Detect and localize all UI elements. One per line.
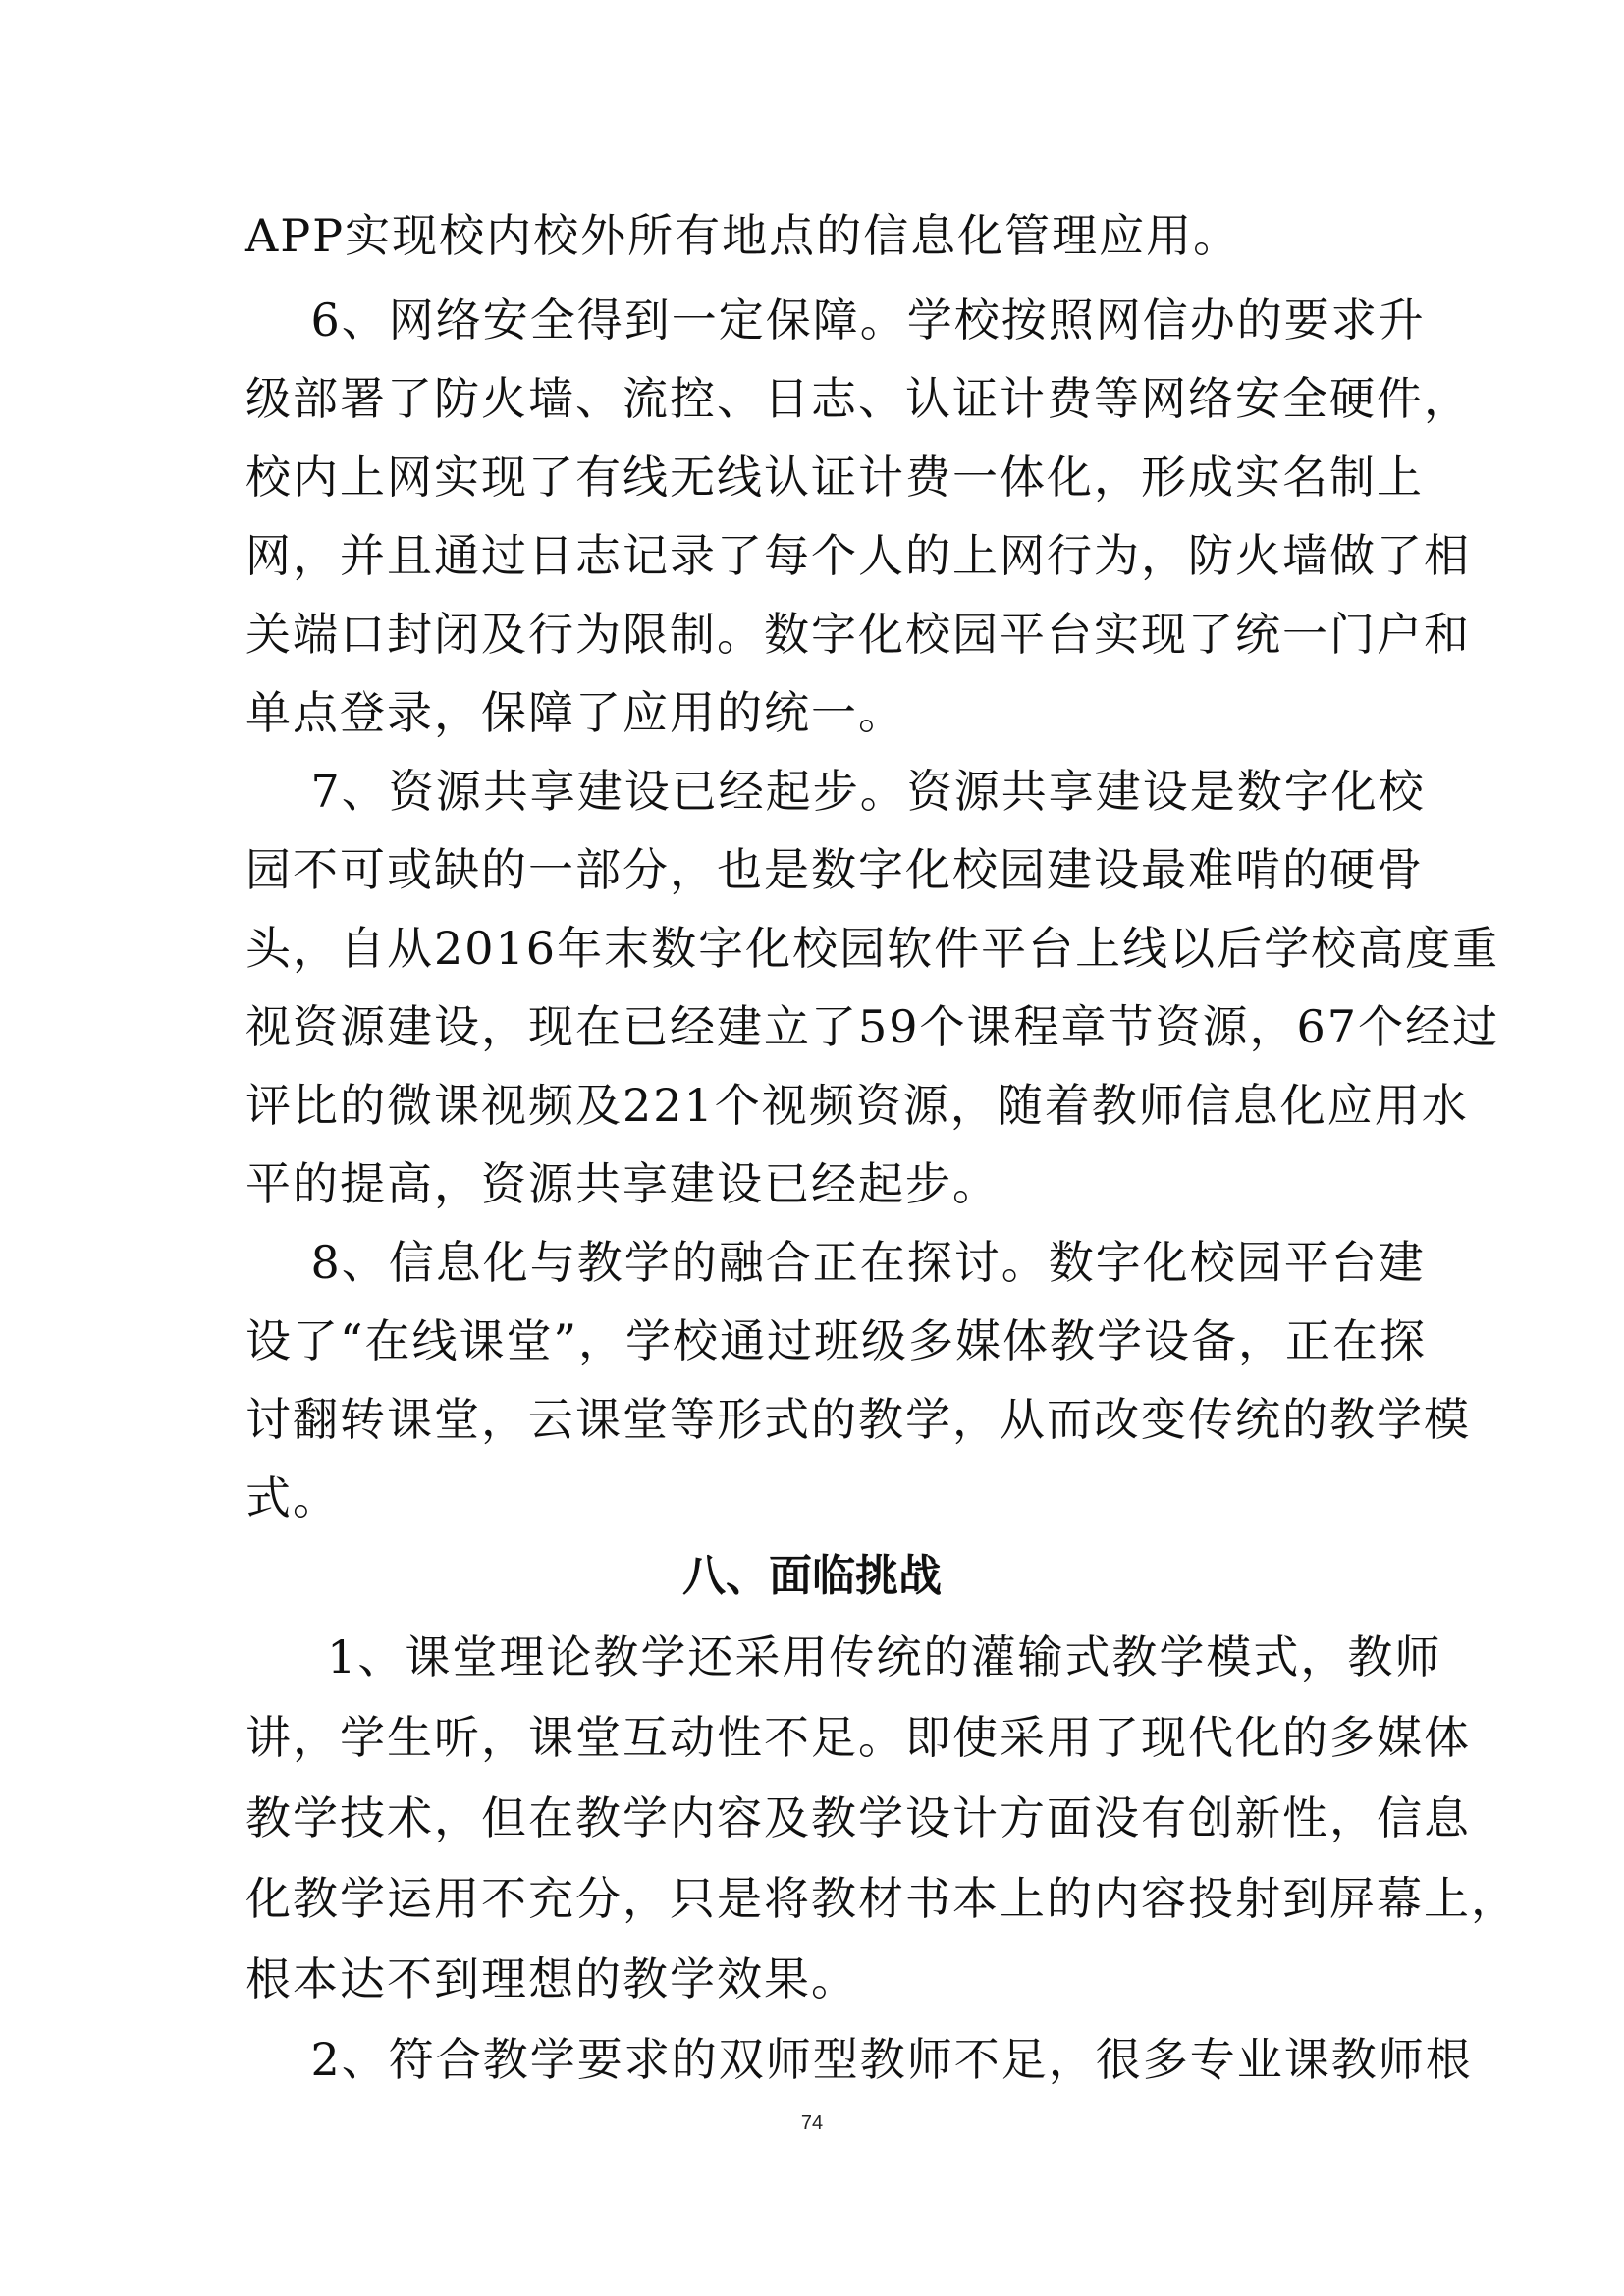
text-line: 讨翻转课堂，云课堂等形式的教学，从而改变传统的教学模 (245, 1393, 1471, 1446)
text-line: 校内上网实现了有线无线认证计费一体化，形成实名制上 (245, 451, 1424, 504)
text-line: 单点登录，保障了应用的统一。 (245, 686, 905, 739)
text-line: 设了“在线课堂”，学校通过班级多媒体教学设备，正在探 (245, 1314, 1428, 1367)
text-line: 1、课堂理论教学还采用传统的灌输式教学模式，教师 (245, 1630, 1442, 1683)
text-line: APP实现校内校外所有地点的信息化管理应用。 (245, 209, 1241, 262)
text-line: 教学技术，但在教学内容及教学设计方面没有创新性，信息 (245, 1791, 1471, 1844)
page-number: 74 (800, 2112, 824, 2134)
text-line: 头，自从2016年末数字化校园软件平台上线以后学校高度重 (245, 922, 1500, 975)
section-heading: 八、面临挑战 (682, 1551, 942, 1601)
text-line: 平的提高，资源共享建设已经起步。 (245, 1157, 1000, 1210)
text-line: 网，并且通过日志记录了每个人的上网行为，防火墙做了相 (245, 529, 1471, 582)
text-line: 2、符合教学要求的双师型教师不足，很多专业课教师根 (245, 2033, 1473, 2086)
text-line: 根本达不到理想的教学效果。 (245, 1952, 858, 2005)
text-line: 8、信息化与教学的融合正在探讨。数字化校园平台建 (245, 1236, 1426, 1289)
text-line: 化教学运用不充分，只是将教材书本上的内容投射到屏幕上， (245, 1872, 1518, 1925)
text-line: 7、资源共享建设已经起步。资源共享建设是数字化校 (245, 765, 1426, 818)
text-line: 6、网络安全得到一定保障。学校按照网信办的要求升 (245, 294, 1426, 347)
text-line: 关端口封闭及行为限制。数字化校园平台实现了统一门户和 (245, 608, 1471, 661)
text-line: 园不可或缺的一部分，也是数字化校园建设最难啃的硬骨 (245, 843, 1424, 896)
text-line: 级部署了防火墙、流控、日志、认证计费等网络安全硬件， (245, 372, 1471, 425)
text-line: 评比的微课视频及221个视频资源，随着教师信息化应用水 (245, 1079, 1469, 1132)
text-line: 式。 (245, 1471, 340, 1524)
text-line: 讲，学生听，课堂互动性不足。即使采用了现代化的多媒体 (245, 1711, 1471, 1764)
text-line: 视资源建设，现在已经建立了59个课程章节资源，67个经过 (245, 1000, 1500, 1053)
